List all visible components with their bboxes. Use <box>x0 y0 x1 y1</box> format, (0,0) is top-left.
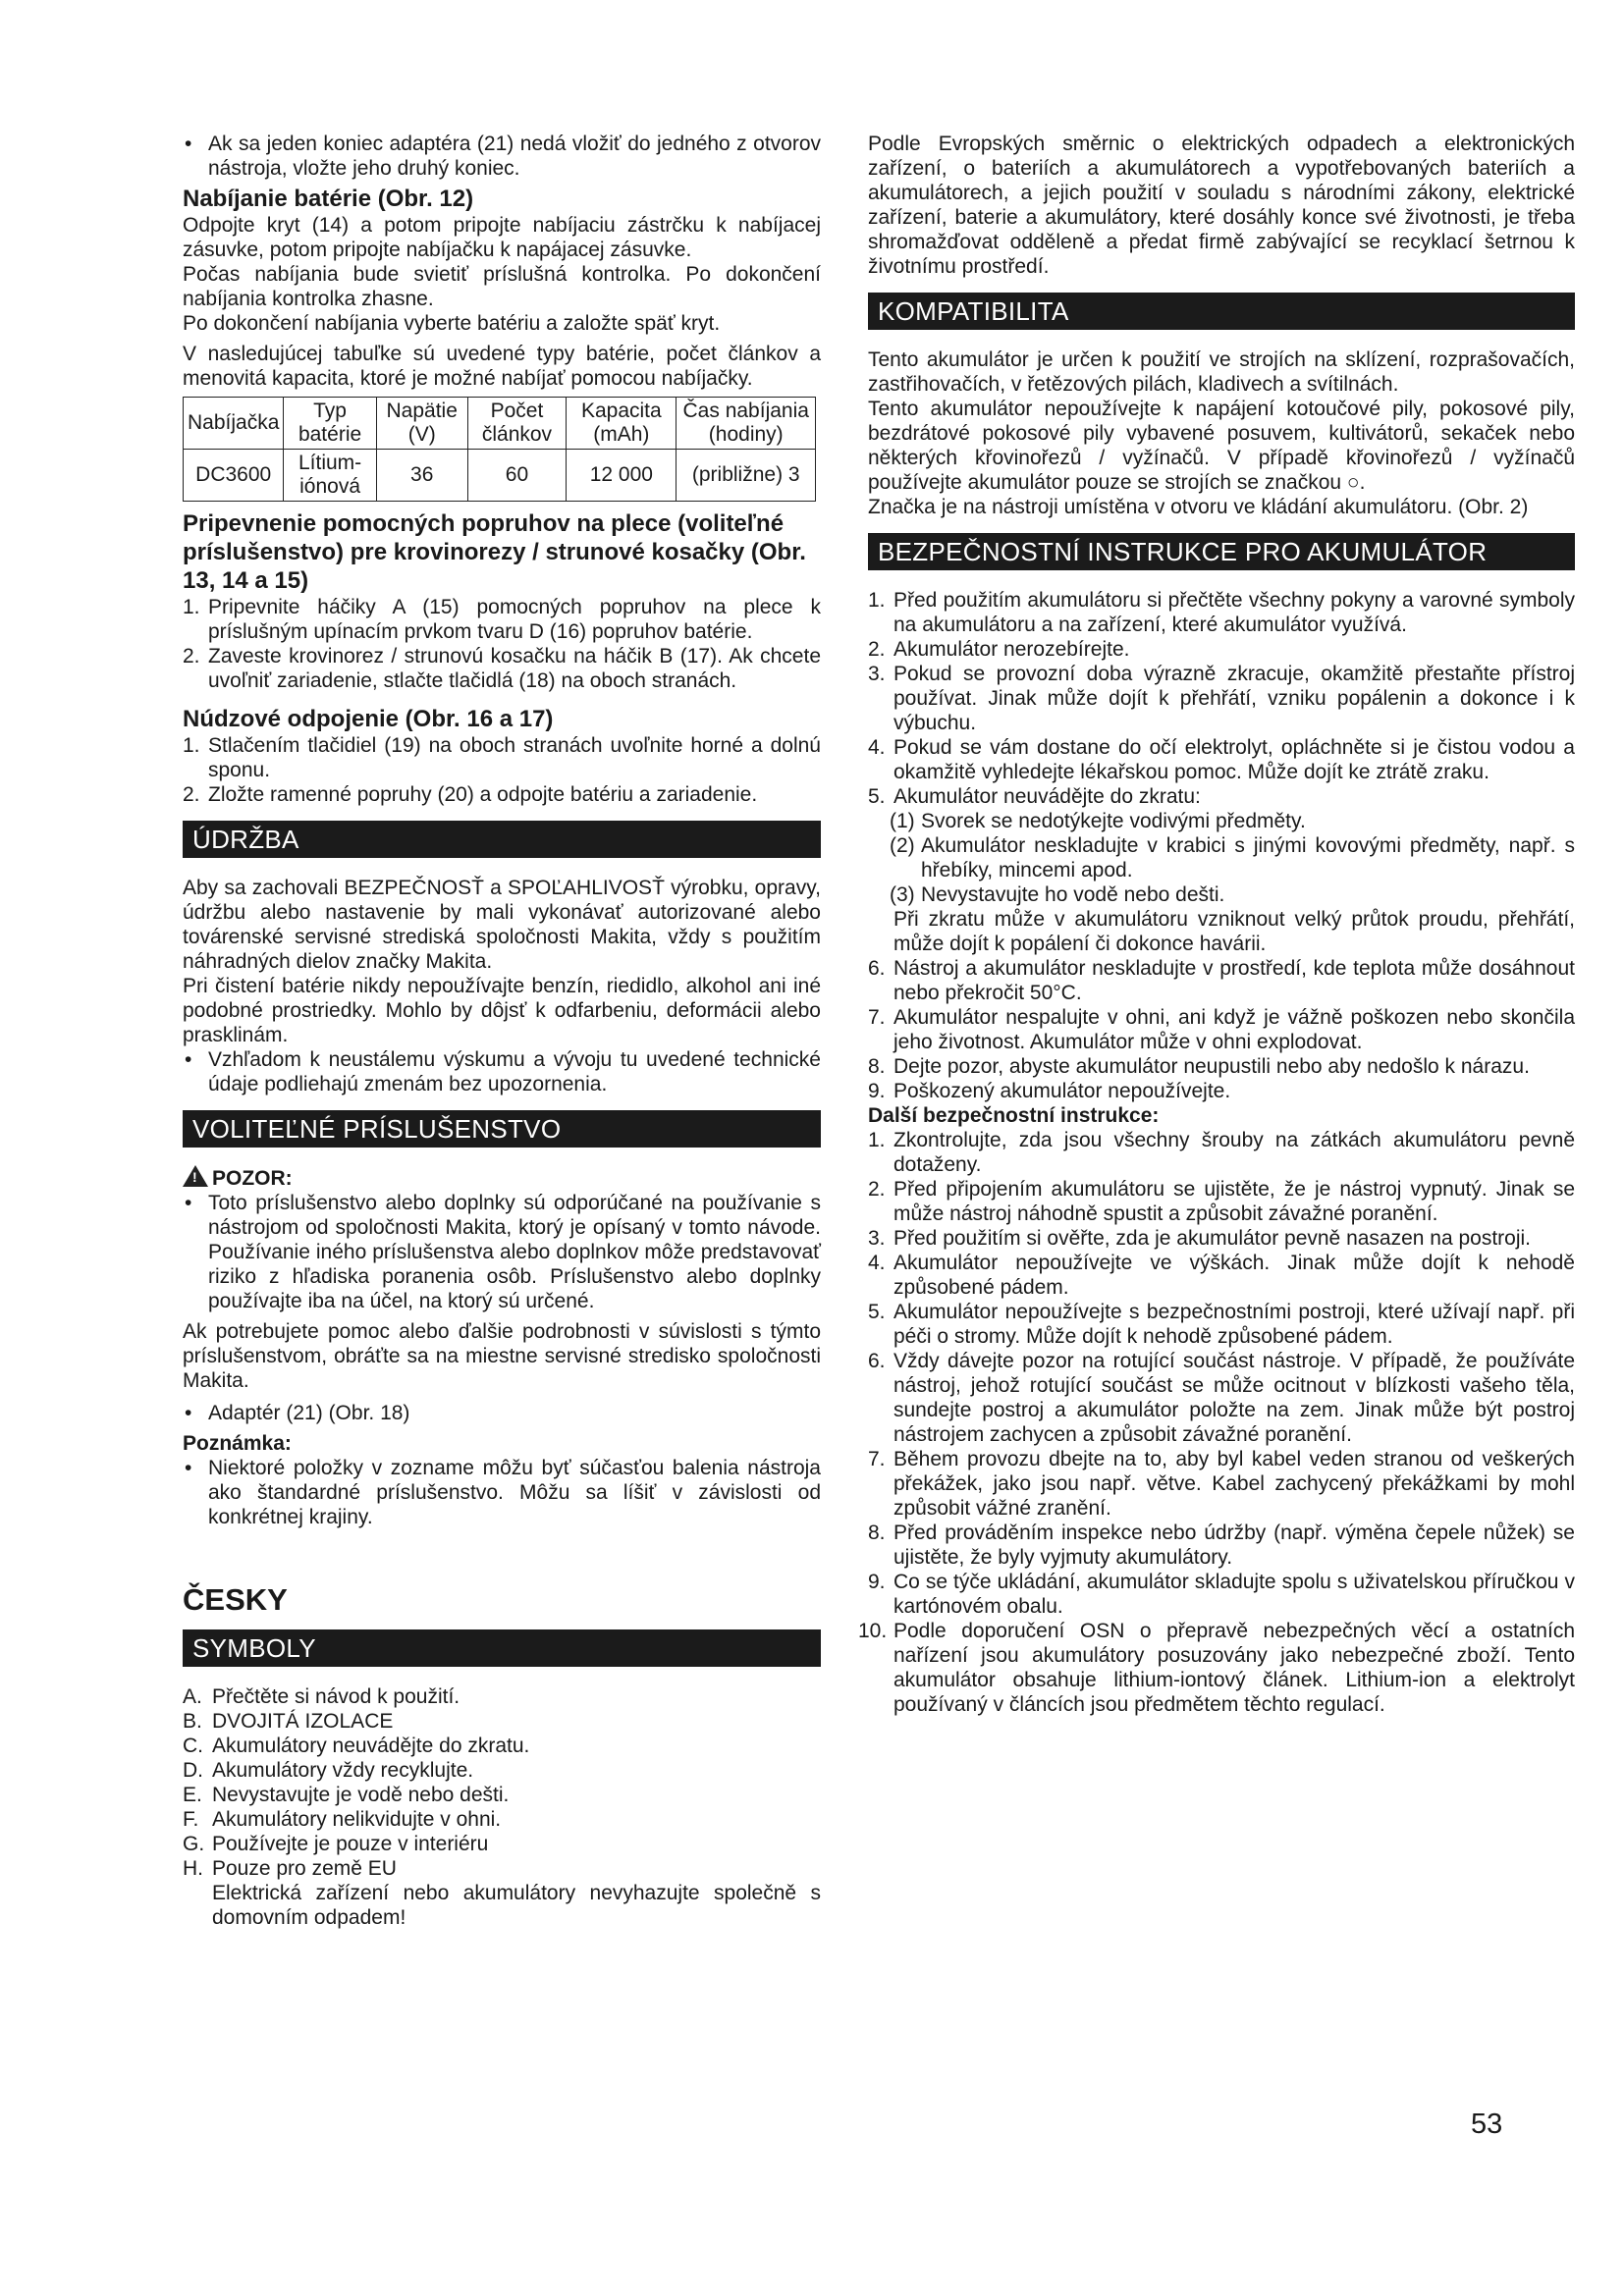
straps-heading: Pripevnenie pomocných popruhov na plece (voliteľné príslušenstvo) pre krovinorezy / strunové kosačky (Obr. 13, 14 a 15) <box>183 510 806 594</box>
table-cell: Lítium-iónová <box>284 450 376 502</box>
compatibility-paragraph-2: Tento akumulátor nepoužívejte k napájení kotoučové pily, pokosové pily, bezdrátové pokosové pily vybavené posuvem, kultivátorů, sekaček nebo některých křovinořezů / vyžínačů. V případě křovinořezů / vyžínačů používejte akumulátor pouze se strojích se značkou ○. <box>868 398 1575 494</box>
maintenance-section-bar: ÚDRŽBA <box>183 821 821 858</box>
list-item: G. Používejte je pouze v interiéru <box>183 1833 489 1855</box>
table-header-cell: Čas nabíjania (hodiny) <box>677 398 816 450</box>
list-item: 2. Akumulátor nerozebírejte. <box>868 638 1130 661</box>
emergency-list <box>183 733 821 807</box>
adapter-bullet: • Adaptér (21) (Obr. 18) <box>183 1401 821 1425</box>
table-cell: 36 <box>376 450 467 502</box>
accessories-bullet: • Toto príslušenstvo alebo doplnky sú odporúčané na používanie s nástrojom od spoločnosti Makita, ktorý je opísaný v tomto návode. Používanie iného príslušenstva alebo doplnkov môže predstavovať riziko z hľadiska poranenia osôb. Príslušenstvo alebo doplnky používajte iba na účel, na ktorý sú určené. <box>183 1191 821 1313</box>
battery-safety-section-bar: BEZPEČNOSTNÍ INSTRUKCE PRO AKUMULÁTOR <box>868 533 1575 570</box>
accessories-paragraph: Ak potrebujete pomoc alebo ďalšie podrobnosti v súvislosti s týmto príslušenstvom, obráťte sa na miestne servisné stredisko spoločnosti Makita. <box>183 1320 821 1392</box>
maintenance-bullet: • Vzhľadom k neustálemu výskumu a vývoju tu uvedené technické údaje podliehajú zmenám bez upozornenia. <box>183 1047 821 1096</box>
charger-table <box>183 397 816 502</box>
table-cell: 60 <box>467 450 567 502</box>
list-item: 5. Akumulátor nepoužívejte s bezpečnostními postroji, které užívají např. při péči o stromy. Může dojít k nehodě způsobené pádem. <box>868 1301 1575 1348</box>
list-item: (3) Nevystavujte ho vodě nebo dešti. <box>890 883 1225 906</box>
list-item: 9. Co se týče ukládání, akumulátor skladujte spolu s uživatelskou příručkou v kartónovém obalu. <box>868 1571 1575 1618</box>
symbols-h-continuation: Elektrická zařízení nebo akumulátory nevyhazujte společně s domovním odpadem! <box>212 1882 821 1929</box>
list-item: 8. Před prováděním inspekce nebo údržby (např. výměna čepele nůžek) se ujistěte, že byly vyjmuty akumulátory. <box>868 1522 1575 1569</box>
emergency-heading: Núdzové odpojenie (Obr. 16 a 17) <box>183 706 554 732</box>
note-bullet: • Niektoré položky v zozname môžu byť súčasťou balenia nástroja ako štandardné príslušenstvo. Môžu sa líšiť v závislosti od konkrétnej krajiny. <box>183 1456 821 1529</box>
table-header-cell: Nabíjačka <box>184 398 284 450</box>
list-item: A. Přečtěte si návod k použití. <box>183 1685 460 1708</box>
symbols-list <box>183 1684 821 1930</box>
list-item: 2. Zaveste krovinorez / strunovú kosačku na háčik B (17). Ak chcete uvoľniť zariadenie, stlačte tlačidlá (18) na oboch stranách. <box>183 645 821 692</box>
accessories-section-bar: VOLITEĽNÉ PRÍSLUŠENSTVO <box>183 1110 821 1148</box>
page-number: 53 <box>1471 2109 1503 2140</box>
table-header-cell: Kapacita (mAh) <box>567 398 677 450</box>
list-item: 4. Pokud se vám dostane do očí elektrolyt, opláchněte si je čistou vodou a okamžitě vyhledejte lékařskou pomoc. Může dojít ke ztrátě zraku. <box>868 736 1575 783</box>
pozor-label: !POZOR: <box>183 1165 821 1191</box>
charging-paragraph-3: Po dokončení nabíjania vyberte batériu a založte späť kryt. <box>183 312 721 335</box>
right-column <box>858 132 1575 1717</box>
list-item: B. DVOJITÁ IZOLACE <box>183 1710 394 1733</box>
list-item: 5. Akumulátor neuvádějte do zkratu: <box>868 785 1201 808</box>
list-item: 10. Podle doporučení OSN o přepravě nebezpečných věcí a ostatních nařízení jsou akumulátory posuzovány jako nebezpečné zboží. Tento akumulátor obsahuje lithium-iontový článek. Lithium-ion a elektrolyt používaný v článcích jsou předmětem těchto regulací. <box>858 1620 1575 1716</box>
list-item: 3. Před použitím si ověřte, zda je akumulátor pevně nasazen na postroji. <box>868 1227 1532 1250</box>
compatibility-paragraph-3: Značka je na nástroji umístěna v otvoru ve kládání akumulátoru. (Obr. 2) <box>868 496 1529 518</box>
short-circuit-note: Při zkratu může v akumulátoru vzniknout velký průtok proudu, přehřátí, může dojít k popálení či dokonce havárii. <box>893 908 1575 955</box>
list-item: F. Akumulátory nelikvidujte v ohni. <box>183 1808 502 1831</box>
table-cell: DC3600 <box>184 450 284 502</box>
table-header-cell: Počet článkov <box>467 398 567 450</box>
list-item: 1. Pripevnite háčiky A (15) pomocných popruhov na plece k príslušným upínacím prvkom tvaru D (16) popruhov batérie. <box>183 596 821 643</box>
list-item: C. Akumulátory neuvádějte do zkratu. <box>183 1735 530 1757</box>
table-row <box>184 450 816 502</box>
czech-section-title: ČESKY <box>183 1582 288 1617</box>
list-item: H. Pouze pro země EU <box>183 1857 397 1880</box>
list-item: 1. Stlačením tlačidiel (19) na oboch stranách uvoľnite horné a dolnú sponu. <box>183 734 821 781</box>
table-header-cell: Napätie (V) <box>376 398 467 450</box>
additional-safety-list <box>858 1128 1575 1717</box>
safety-list-continued <box>868 956 1575 1103</box>
list-item: (1) Svorek se nedotýkejte vodivými předměty. <box>890 810 1306 832</box>
list-item: 4. Akumulátor nepoužívejte ve výškách. Jinak může dojít k nehodě způsobené pádem. <box>868 1252 1575 1299</box>
charging-paragraph-2: Počas nabíjania bude svietiť príslušná kontrolka. Po dokončení nabíjania kontrolka zhasne. <box>183 263 821 310</box>
list-item: 6. Vždy dávejte pozor na rotující součást nástroje. V případě, že používáte nástroj, jehož rotující součást se může ocitnout v blízkosti vašeho těla, sundejte postroj a akumulátor položte na zem. Jinak může být postroj nástrojem zachycen a způsobit závažné poranění. <box>868 1350 1575 1446</box>
list-item: 1. Zkontrolujte, zda jsou všechny šrouby na zátkách akumulátoru pevně dotaženy. <box>868 1129 1575 1176</box>
table-cell: 12 000 <box>567 450 677 502</box>
safety-list <box>868 588 1575 809</box>
list-item: 7. Během provozu dbejte na to, aby byl kabel veden stranou od veškerých překážek, jako jsou např. větve. Kabel zachycený překážkami by mohl způsobit vážné zranění. <box>868 1448 1575 1520</box>
list-item: 3. Pokud se provozní doba výrazně zkracuje, okamžitě přestaňte přístroj používat. Jinak může dojít k přehřátí, vzniku popálenin a dokonce i k výbuchu. <box>868 663 1575 734</box>
warning-triangle-icon <box>183 1165 208 1187</box>
list-item: 2. Před připojením akumulátoru se ujistěte, že je nástroj vypnutý. Jinak se může nástroj náhodně spustit a způsobit závažné poranění. <box>868 1178 1575 1225</box>
list-item: E. Nevystavujte je vodě nebo dešti. <box>183 1784 510 1806</box>
compatibility-paragraph-1: Tento akumulátor je určen k použití ve strojích na sklízení, rozprašovačích, zastřihovačích, v řetězových pilách, kladivech a svítilnách. <box>868 348 1575 396</box>
list-item: 7. Akumulátor nespalujte v ohni, ani když je vážně poškozen nebo skončila jeho životnost. Akumulátor může v ohni explodovat. <box>868 1006 1575 1053</box>
list-item: D. Akumulátory vždy recyklujte. <box>183 1759 474 1782</box>
eu-directive-paragraph: Podle Evropských směrnic o elektrických odpadech a elektronických zařízení, o bateriích a akumulátorech a vypotřebovaných bateriích a akumulátorech, a jejich použití v souladu s národními zákony, elektrické zařízení, baterie a akumulátory, které dosáhly konce své životnosti, je třeba shromažďovat odděleně a předat firmě zabývající se recyklací šetrnou k životnímu prostředí. <box>868 133 1575 278</box>
charging-paragraph-4: V nasledujúcej tabuľke sú uvedené typy batérie, počet článkov a menovitá kapacita, ktoré je možné nabíjať pomocou nabíjačky. <box>183 343 821 390</box>
list-item: 1. Před použitím akumulátoru si přečtěte všechny pokyny a varovné symboly na akumulátoru a na zařízení, které akumulátor využívá. <box>868 589 1575 636</box>
charging-paragraph-1: Odpojte kryt (14) a potom pripojte nabíjaciu zástrčku k nabíjacej zásuvke, potom pripojte nabíjačku k napájacej zásuvke. <box>183 214 821 261</box>
left-column <box>183 132 821 1930</box>
table-header-row <box>184 398 816 450</box>
list-item: 9. Poškozený akumulátor nepoužívejte. <box>868 1080 1231 1102</box>
symbols-section-bar: SYMBOLY <box>183 1629 821 1667</box>
additional-safety-heading: Další bezpečnostní instrukce: <box>868 1104 1160 1127</box>
maintenance-paragraph-2: Pri čistení batérie nikdy nepoužívajte benzín, riedidlo, alkohol ani iné podobné prostriedky. Mohlo by dôjsť k odfarbeniu, deformácii alebo prasklinám. <box>183 975 821 1046</box>
adapter-note-bullet: • Ak sa jeden koniec adaptéra (21) nedá vložiť do jedného z otvorov nástroja, vložte jeho druhý koniec. <box>183 132 821 181</box>
list-item: (2) Akumulátor neskladujte v krabici s jinými kovovými předměty, např. s hřebíky, mincemi apod. <box>890 834 1575 881</box>
list-item: 8. Dejte pozor, abyste akumulátor neupustili nebo aby nedošlo k nárazu. <box>868 1055 1530 1078</box>
table-cell: (približne) 3 <box>677 450 816 502</box>
list-item: 2. Zložte ramenné popruhy (20) a odpojte batériu a zariadenie. <box>183 783 758 806</box>
compatibility-section-bar: KOMPATIBILITA <box>868 293 1575 330</box>
straps-list <box>183 595 821 693</box>
maintenance-paragraph-1: Aby sa zachovali BEZPEČNOSŤ a SPOĽAHLIVOSŤ výrobku, opravy, údržbu alebo nastavenie by mali vykonávať autorizované alebo továrenské servisné strediská spoločnosti Makita, vždy s použitím náhradných dielov značky Makita. <box>183 877 821 973</box>
note-label: Poznámka: <box>183 1432 292 1455</box>
charging-heading: Nabíjanie batérie (Obr. 12) <box>183 186 474 212</box>
list-item: 6. Nástroj a akumulátor neskladujte v prostředí, kde teplota může dosáhnout nebo překročit 50°C. <box>868 957 1575 1004</box>
table-header-cell: Typ batérie <box>284 398 376 450</box>
